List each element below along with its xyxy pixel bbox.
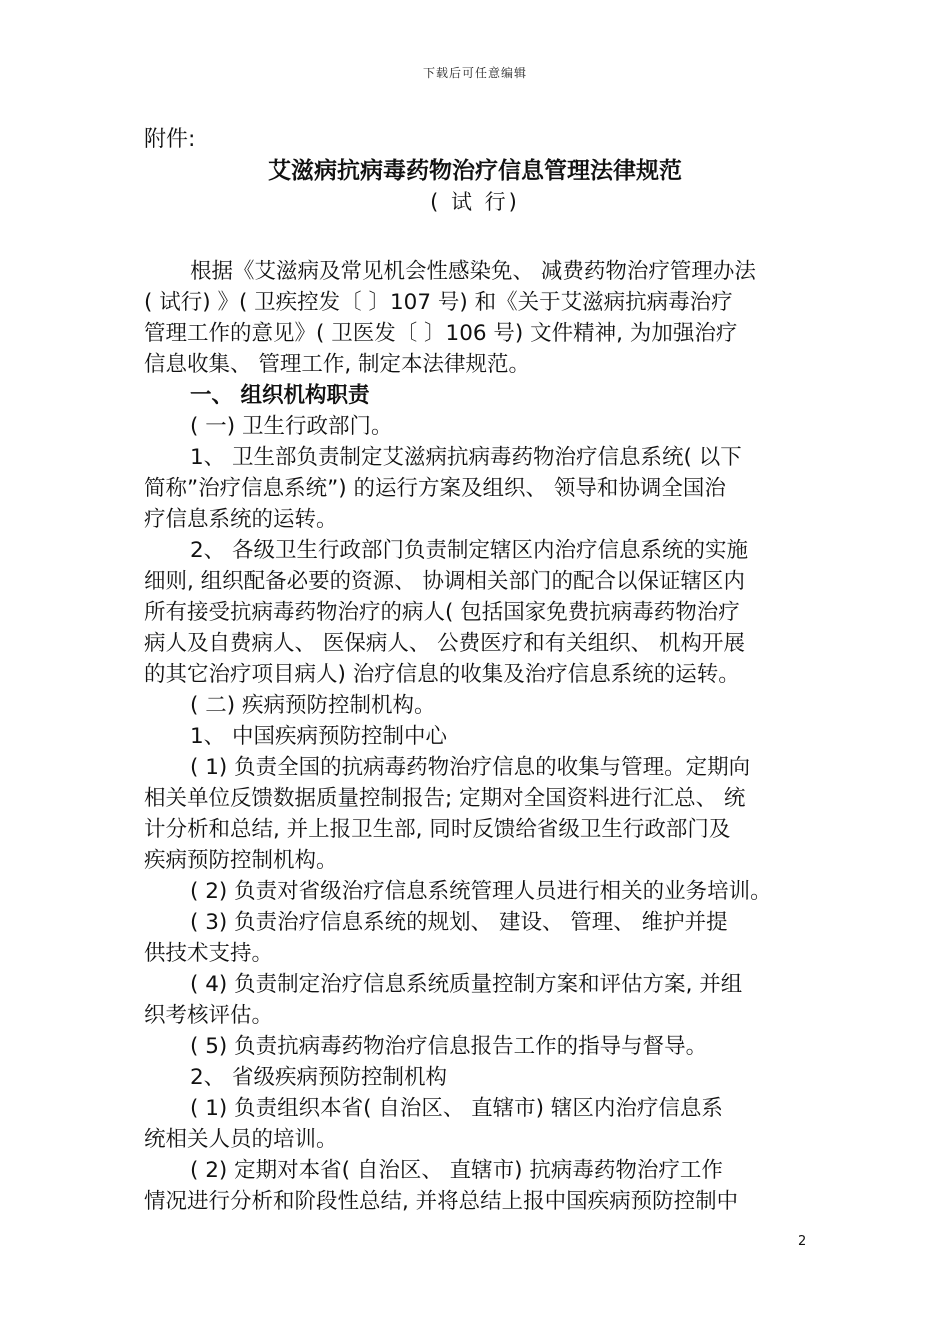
body-line: 病人及自费病人、 医保病人、 公费医疗和有关组织、 机构开展 — [144, 631, 746, 656]
body-line: 细则, 组织配备必要的资源、 协调相关部门的配合以保证辖区内 — [144, 569, 746, 594]
body-line: ( 5) 负责抗病毒药物治疗信息报告工作的指导与督导。 — [190, 1034, 708, 1059]
body-line: 计分析和总结, 并上报卫生部, 同时反馈给省级卫生行政部门及 — [144, 817, 731, 842]
page-number: 2 — [798, 1234, 807, 1249]
body-line: ( 1) 负责全国的抗病毒药物治疗信息的收集与管理。定期向 — [190, 755, 751, 780]
body-line: 信息收集、 管理工作, 制定本法律规范。 — [144, 352, 531, 377]
document-subtitle: ( 试 行) — [430, 190, 520, 214]
body-line: 所有接受抗病毒药物治疗的病人( 包括国家免费抗病毒药物治疗 — [144, 600, 740, 625]
body-line: ( 4) 负责制定治疗信息系统质量控制方案和评估方案, 并组 — [190, 972, 743, 997]
body-line: ( 3) 负责治疗信息系统的规划、 建设、 管理、 维护并提 — [190, 910, 728, 935]
body-line: ( 二) 疾病预防控制机构。 — [190, 693, 436, 718]
body-line: 管理工作的意见》( 卫医发〔 〕106 号) 文件精神, 为加强治疗 — [144, 321, 738, 346]
body-line: 统相关人员的培训。 — [144, 1127, 338, 1152]
body-line: 相关单位反馈数据质量控制报告; 定期对全国资料进行汇总、 统 — [144, 786, 746, 811]
body-line: ( 试行) 》( 卫疾控发〔 〕107 号) 和《关于艾滋病抗病毒治疗 — [144, 290, 733, 315]
body-line: 供技术支持。 — [144, 941, 274, 966]
document-body — [144, 256, 808, 1217]
body-line: 的其它治疗项目病人) 治疗信息的收集及治疗信息系统的运转。 — [144, 662, 740, 687]
section-heading: 一、 组织机构职责 — [190, 383, 370, 408]
body-line: 疾病预防控制机构。 — [144, 848, 338, 873]
body-line: 疗信息系统的运转。 — [144, 507, 338, 532]
body-line: ( 2) 定期对本省( 自治区、 直辖市) 抗病毒药物治疗工作 — [190, 1158, 723, 1183]
document-title: 艾滋病抗病毒药物治疗信息管理法律规范 — [268, 158, 682, 184]
page-header: 下载后可任意编辑 — [422, 66, 527, 80]
body-line: ( 一) 卫生行政部门。 — [190, 414, 393, 439]
body-line: 简称”治疗信息系统”) 的运行方案及组织、 领导和协调全国治 — [144, 476, 726, 501]
body-line: 1、 中国疾病预防控制中心 — [190, 724, 448, 749]
body-line: 1、 卫生部负责制定艾滋病抗病毒药物治疗信息系统( 以下 — [190, 445, 742, 470]
attachment-label: 附件: — [144, 127, 196, 152]
body-line: 根据《艾滋病及常见机会性感染免、 减费药物治疗管理办法 — [190, 259, 756, 284]
body-line: 2、 省级疾病预防控制机构 — [190, 1065, 448, 1090]
body-line: 织考核评估。 — [144, 1003, 274, 1028]
body-line: ( 2) 负责对省级治疗信息系统管理人员进行相关的业务培训。 — [190, 879, 772, 904]
body-line: 2、 各级卫生行政部门负责制定辖区内治疗信息系统的实施 — [190, 538, 749, 563]
body-line: ( 1) 负责组织本省( 自治区、 直辖市) 辖区内治疗信息系 — [190, 1096, 723, 1121]
body-line: 情况进行分析和阶段性总结, 并将总结上报中国疾病预防控制中 — [144, 1189, 739, 1214]
